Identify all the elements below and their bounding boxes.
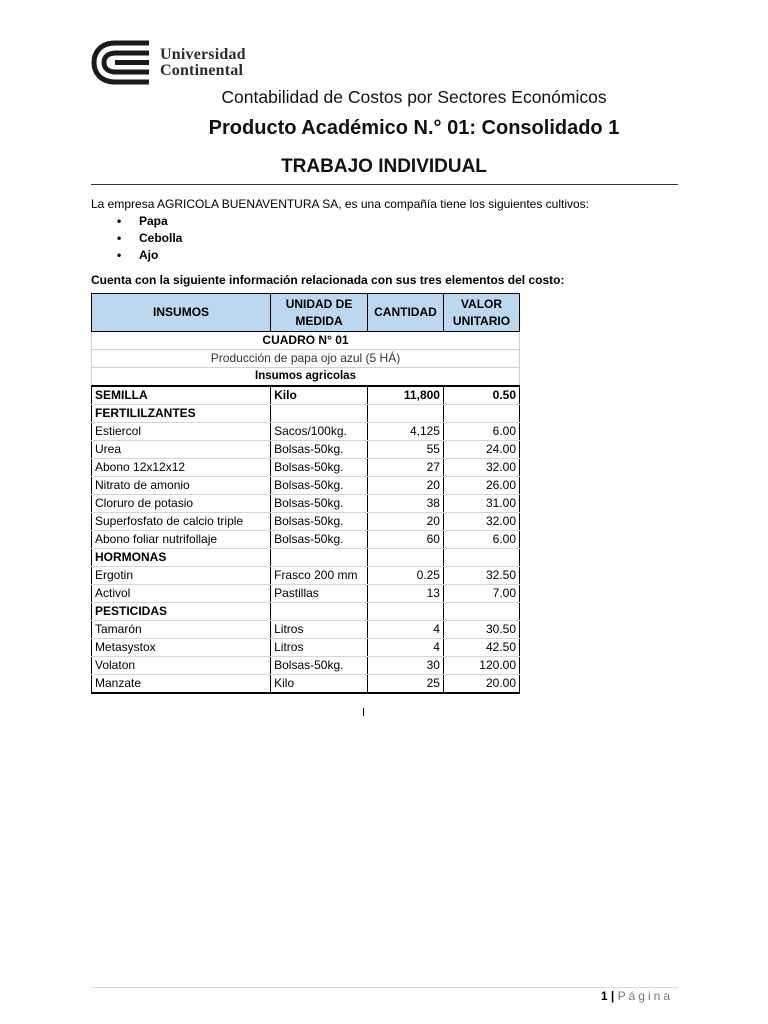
cell-insumo: SEMILLA [92,386,271,405]
cell-valor: 0.50 [443,386,519,405]
cell-insumo: Tamarón [92,621,271,639]
cell-valor: 7.00 [443,585,519,603]
table-body [92,386,520,693]
cell-unidad: Kilo [271,386,368,405]
table-row [92,459,520,477]
cell-cantidad: 60 [367,531,443,549]
table-header [92,294,520,332]
cell-insumo: Ergotin [92,567,271,585]
cell-cantidad: 20 [367,513,443,531]
cell-cantidad: 55 [367,441,443,459]
table-row [92,441,520,459]
column-header-cantidad: CANTIDAD [367,294,443,332]
cost-elements-text: Cuenta con la siguiente información relacionada con sus tres elementos del costo: [91,273,565,287]
table-caption: Insumos agricolas [92,368,520,387]
cell-unidad [271,603,368,621]
cell-valor: 42.50 [443,639,519,657]
cell-cantidad [367,549,443,567]
bullet-icon: • [117,248,122,262]
cell-unidad: Bolsas-50kg. [271,513,368,531]
cell-valor: 24.00 [443,441,519,459]
cell-cantidad: 4 [367,639,443,657]
cell-cantidad: 4 [367,621,443,639]
cell-cantidad: 13 [367,585,443,603]
cell-cantidad: 11,800 [367,386,443,405]
page-footer [601,989,673,1003]
logo-line-1: Universidad [160,45,246,63]
cell-unidad: Bolsas-50kg. [271,531,368,549]
cell-unidad: Litros [271,621,368,639]
cell-unidad [271,405,368,423]
cell-valor: 32.50 [443,567,519,585]
cell-valor: 26.00 [443,477,519,495]
cell-insumo: Estiercol [92,423,271,441]
cell-valor: 120.00 [443,657,519,675]
crop-list-item [115,230,182,247]
table-row [92,549,520,567]
cell-unidad: Litros [271,639,368,657]
cell-unidad: Bolsas-50kg. [271,459,368,477]
column-header-unidad: UNIDAD DE MEDIDA [271,294,368,332]
cell-cantidad: 4,125 [367,423,443,441]
table-row [92,567,520,585]
logo-line-2: Continental [160,61,244,79]
cell-unidad: Bolsas-50kg. [271,477,368,495]
crop-list [115,213,182,264]
table-row [92,603,520,621]
cell-insumo: Nitrato de amonio [92,477,271,495]
cell-cantidad: 20 [367,477,443,495]
crop-list-item [115,213,182,230]
cell-unidad: Bolsas-50kg. [271,441,368,459]
crop-name: Papa [139,214,168,228]
table-row [92,386,520,405]
cell-insumo: HORMONAS [92,549,271,567]
cell-unidad: Frasco 200 mm [271,567,368,585]
table-title-block [92,332,520,387]
cell-valor: 32.00 [443,459,519,477]
cell-cantidad: 25 [367,675,443,694]
cell-insumo: Superfosfato de calcio triple [92,513,271,531]
crop-name: Cebolla [139,231,183,245]
cell-cantidad [367,405,443,423]
cell-unidad: Bolsas-50kg. [271,495,368,513]
cell-unidad: Kilo [271,675,368,694]
table-row [92,405,520,423]
cell-cantidad [367,603,443,621]
cell-valor: 6.00 [443,423,519,441]
cell-insumo: Urea [92,441,271,459]
crop-name: Ajo [139,248,159,262]
product-title: Producto Académico N.° 01: Consolidado 1 [208,117,620,139]
cell-insumo: PESTICIDAS [92,603,271,621]
cell-unidad: Bolsas-50kg. [271,657,368,675]
bullet-icon: • [117,214,122,228]
table-row [92,585,520,603]
cell-valor [443,405,519,423]
cell-valor: 31.00 [443,495,519,513]
footer-divider [91,987,678,988]
table-row [92,621,520,639]
cell-insumo: Volaton [92,657,271,675]
cell-cantidad: 38 [367,495,443,513]
table-row [92,423,520,441]
table-row [92,675,520,694]
table-row [92,657,520,675]
table-row [92,513,520,531]
cell-valor: 6.00 [443,531,519,549]
cell-insumo: FERTILILZANTES [92,405,271,423]
cell-valor: 30.50 [443,621,519,639]
column-header-insumos: INSUMOS [92,294,271,332]
table-row [92,531,520,549]
cell-insumo: Metasystox [92,639,271,657]
table-subtitle: Producción de papa ojo azul (5 HÁ) [92,350,520,368]
cell-insumo: Activol [92,585,271,603]
table-overhang-line [363,708,364,716]
cell-valor: 20.00 [443,675,519,694]
cell-valor [443,603,519,621]
page-number: 1 [600,989,608,1003]
university-logo [91,40,246,85]
footer-separator: | [610,989,615,1003]
bullet-icon: • [117,231,122,245]
cell-valor [443,549,519,567]
table-title: CUADRO N° 01 [92,332,520,350]
cell-unidad: Sacos/100kg. [271,423,368,441]
intro-text: La empresa AGRICOLA BUENAVENTURA SA, es una compañía tiene los siguientes cultivos: [91,197,590,211]
cell-cantidad: 0.25 [367,567,443,585]
cell-insumo: Cloruro de potasio [92,495,271,513]
cell-insumo: Abono 12x12x12 [92,459,271,477]
cell-unidad [271,549,368,567]
column-header-valor: VALOR UNITARIO [443,294,519,332]
course-title: Contabilidad de Costos por Sectores Económicos [221,87,607,107]
cell-unidad: Pastillas [271,585,368,603]
page-label: Página [617,989,673,1003]
cell-valor: 32.00 [443,513,519,531]
table-row [92,639,520,657]
table-row [92,495,520,513]
heading-divider [91,184,678,185]
cell-cantidad: 27 [367,459,443,477]
continental-logo-icon [91,40,153,85]
work-type-heading: TRABAJO INDIVIDUAL [281,156,487,177]
cell-cantidad: 30 [367,657,443,675]
table-row [92,477,520,495]
cell-insumo: Manzate [92,675,271,694]
cuadro-table [91,293,520,694]
cell-insumo: Abono foliar nutrifollaje [92,531,271,549]
crop-list-item [115,247,182,264]
logo-wordmark [160,47,246,79]
